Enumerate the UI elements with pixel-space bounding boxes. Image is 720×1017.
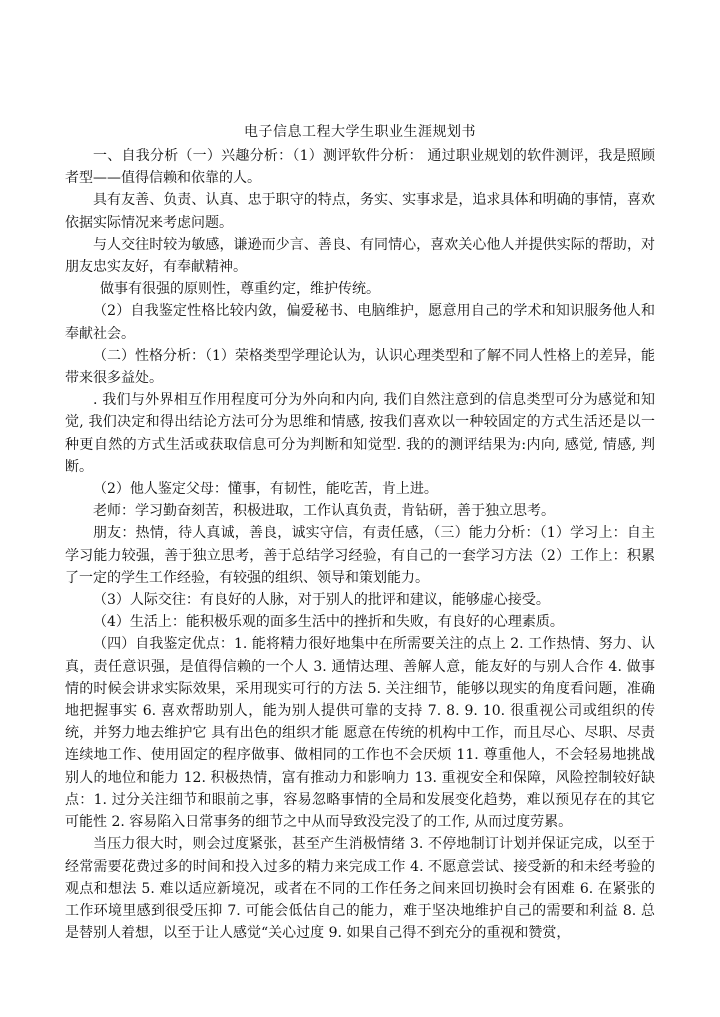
document-title: 电子信息工程大学生职业生涯规划书 [244, 124, 476, 140]
paragraph-interpersonal: （3）人际交往：有良好的人脉，对于别人的批评和建议，能够虚心接受。 [93, 592, 550, 609]
paragraph-personality-analysis: （二）性格分析：（1）荣格类型学理论认为，认识心理类型和了解不同人性格上的差异，能带来很多益处。 [65, 347, 655, 387]
paragraph-teacher-assessment: 老师：学习勤奋刻苦，积极进取，工作认真负责，肯钻研，善于独立思考。 [93, 503, 555, 520]
paragraph-parents-assessment: （2）他人鉴定父母：懂事，有韧性，能吃苦，肯上进。 [93, 481, 438, 498]
paragraph-self-assessment: （2）自我鉴定性格比较内敛，偏爱秘书、电脑维护，愿意用自己的学术和知识服务他人和奉献社会。 [65, 303, 655, 342]
paragraph-strengths-weaknesses: （四）自我鉴定优点：1. 能将精力很好地集中在所需要关注的点上 2. 工作热情、努力、认真，责任意识强，是值得信赖的一个人 3. 通情达理、善解人意，能友好的与别人合作 4. 做事情的时候会讲求实际效果，采用现实可行的方法 5. 关注细节，能够以现实的角度看问题，准确地把握事实 6. 喜欢帮助别人，能为别人提供可靠的支持 7. 8. 9. 10. 很重视公司或组织的传统，并努力地去维护它 具有出色的组织才能 愿意在传统的机构中工作，而且尽心、尽职、尽责 连续地工作、使用固定的程序做事、做相同的工作也不会厌烦 11. 尊重他人，不会轻易地挑战别人的地位和能力 12. 积极热情，富有推动力和影响力 13. 重视安全和保障，风险控制较好缺点：1. 过分关注细节和眼前之事，容易忽略事情的全局和发展变化趋势，难以预见存在的其它可能性 2. 容易陷入日常事务的细节之中从而导致没完没了的工作, 从而过度劳累。 [65, 636, 655, 831]
paragraph-traits: 具有友善、负责、认真、忠于职守的特点，务实、实事求是，追求具体和明确的事情，喜欢依据实际情况来考虑问题。 [65, 192, 655, 231]
paragraph-life: （4）生活上：能积极乐观的面多生活中的挫折和失败，有良好的心理素质。 [93, 614, 564, 631]
paragraph-social: 与人交往时较为敏感，谦逊而少言、善良、有同情心，喜欢关心他人并提供实际的帮助，对朋友忠实友好，有奉献精神。 [65, 236, 655, 276]
paragraph-friends-and-ability: 朋友：热情，待人真诚，善良，诚实守信，有责任感，（三）能力分析：（1）学习上：自主学习能力较强，善于独立思考，善于总结学习经验，有自己的一套学习方法（2）工作上：积累了一定的学生工作经验，有较强的组织、领导和策划能力。 [65, 525, 655, 586]
paragraph-principles: 做事有很强的原则性，尊重约定，维护传统。 [100, 281, 380, 298]
paragraph-pressure: 当压力很大时，则会过度紧张，甚至产生消极情绪 3. 不停地制订计划并保证完成，以至于经常需要花费过多的时间和投入过多的精力来完成工作 4. 不愿意尝试、接受新的和未经考验的观点和想法 5. 难以适应新境况，或者在不同的工作任务之间来回切换时会有困难 6. 在紧张的工作环境里感到很受压抑 7. 可能会低估自己的能力，难于坚决地维护自己的需要和利益 8. 总是替别人着想，以至于让人感觉“关心过度 9. 如果自己得不到充分的重视和赞赏， [65, 836, 655, 942]
paragraph-jung-types: . 我们与外界相互作用程度可分为外向和内向, 我们自然注意到的信息类型可分为感觉和知觉, 我们决定和得出结论方法可分为思维和情感, 按我们喜欢以一种较固定的方式生活还是以一种更自然的方式生活或获取信息可分为判断和知觉型. 我的的测评结果为:内向, 感觉, 情感, 判断。 [65, 392, 655, 475]
document-body [65, 145, 655, 944]
paragraph-self-analysis-interest: 一、自我分析（一）兴趣分析：（1）测评软件分析： 通过职业规划的软件测评，我是照顾者型——值得信赖和依靠的人。 [65, 148, 655, 187]
